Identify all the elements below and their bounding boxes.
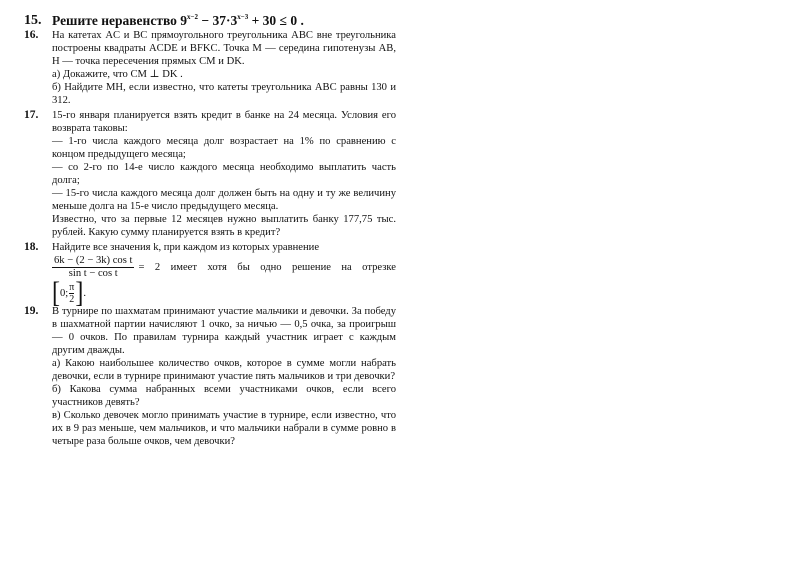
equation-row bbox=[52, 255, 396, 280]
fraction-denominator: sin t − cos t bbox=[68, 268, 118, 279]
problem-paragraph: Известно, что за первые 12 месяцев нужно выплатить банку 177,75 тыс. рублей. Какую сумму планируется взять в кредит? bbox=[52, 214, 396, 238]
problem-paragraph: На катетах AC и BC прямоугольного треугольника ABC вне треугольника построены квадраты ACDE и BFKC. Точка M — середина гипотенузы AB, H — точка пересечения прямых CM и DK. bbox=[52, 30, 396, 67]
problem-number: 18. bbox=[24, 241, 39, 253]
problem-number: 19. bbox=[24, 305, 39, 317]
problem-19 bbox=[24, 305, 396, 448]
problem-text bbox=[52, 305, 396, 448]
problem-part-a: а) Докажите, что CM ⊥ DK . bbox=[52, 69, 183, 80]
problem-paragraph: 15-го января планируется взять кредит в банке на 24 месяца. Условия его возврата таковы: bbox=[52, 110, 396, 134]
problem-text bbox=[52, 241, 396, 310]
problem-paragraph: — со 2-го по 14-е число каждого месяца необходимо выплатить часть долга; bbox=[52, 162, 396, 186]
problem-part-a: а) Какою наибольшее количество очков, которое в сумме могли набрать девочки, если в турнире принимают участие пять мальчиков и три девочки? bbox=[52, 358, 396, 382]
problem-text bbox=[52, 109, 396, 239]
problem-part-b: б) Найдите MH, если известно, что катеты треугольника ABC равны 130 и 312. bbox=[52, 82, 396, 106]
equation-fraction bbox=[52, 255, 134, 280]
problems-column bbox=[24, 12, 396, 448]
problem-paragraph: Найдите все значения k, при каждом из которых уравнение bbox=[52, 242, 320, 253]
problem-part-c: в) Сколько девочек могло принимать участие в турнире, если известно, что их в 9 раз меньше, чем мальчиков, и что мальчики набрали в сумме ровно в четыре раза больше очков, чем девочки? bbox=[52, 410, 396, 447]
problem-text bbox=[52, 29, 396, 107]
interval-start: 0; bbox=[60, 287, 69, 299]
problem-number: 17. bbox=[24, 109, 39, 121]
equation-rest: = 2 имеет хотя бы одно решение на отрезке bbox=[138, 262, 396, 273]
problem-16 bbox=[24, 29, 396, 107]
problem-18 bbox=[24, 241, 396, 310]
pi-over-two: $\frac{\pi}{2}$ bbox=[69, 281, 75, 305]
problem-number: 16. bbox=[24, 29, 39, 41]
problem-part-b: б) Какова сумма набранных всеми участниками очков, если всего участников девять? bbox=[52, 384, 396, 408]
problem-17 bbox=[24, 109, 396, 239]
interval: [ 0; $\frac{\pi}{2}$ ] . bbox=[52, 276, 86, 310]
problem-number: 15. bbox=[24, 13, 42, 28]
problem-text bbox=[52, 12, 396, 29]
problem-paragraph: В турнире по шахматам принимают участие мальчики и девочки. За победу в шахматной партии начисляют 1 очко, за ничью — 0,5 очка, за проигрыш — 0 очков. По правилам турнира каждый участник играет с каждым другим дважды. bbox=[52, 306, 396, 356]
problem-paragraph: — 15-го числа каждого месяца долг должен быть на одну и ту же величину меньше долга на 15-е число предыдущего месяца. bbox=[52, 188, 396, 212]
problem-15 bbox=[24, 12, 396, 29]
fraction-numerator: 6k − (2 − 3k) cos t bbox=[54, 255, 133, 266]
inequality-statement: Решите неравенство $9^{x-2} - 37\cdot 3^{x-3} + 30 \le 0$ . bbox=[52, 13, 304, 28]
problem-paragraph: — 1-го числа каждого месяца долг возрастает на 1% по сравнению с концом предыдущего месяца; bbox=[52, 136, 396, 160]
